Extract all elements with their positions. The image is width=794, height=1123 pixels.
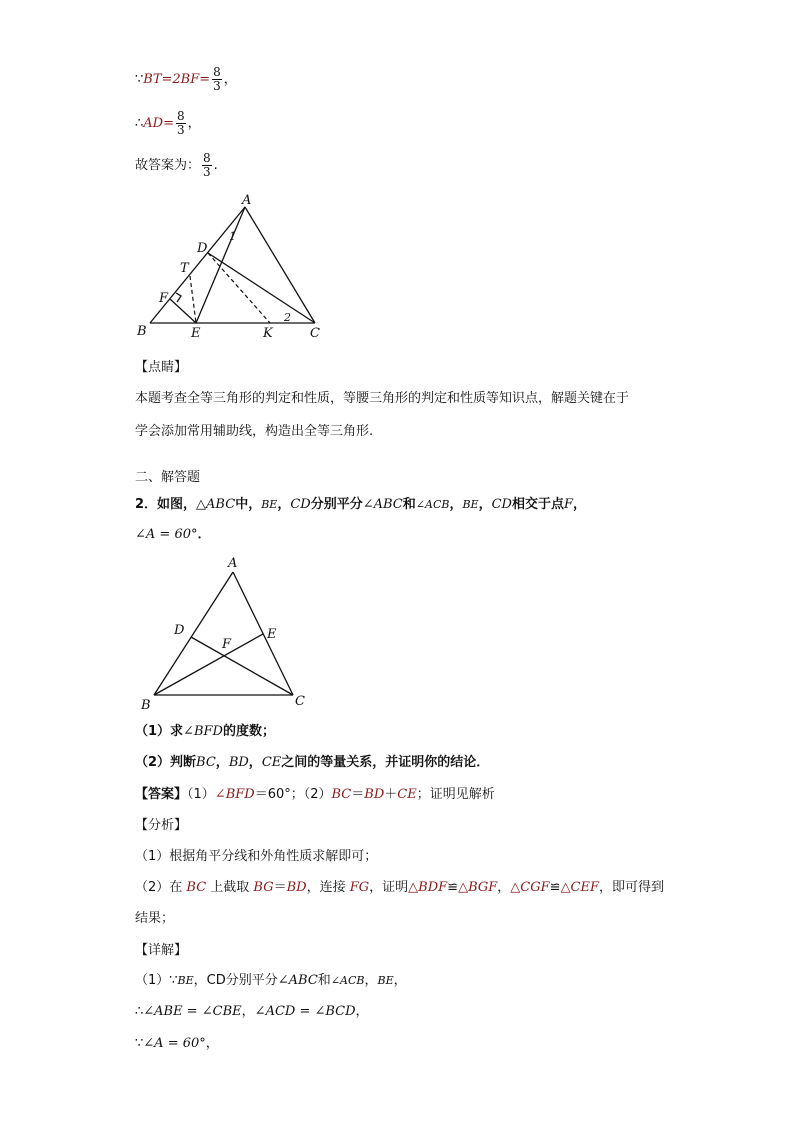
text: ＝60°；（2） [254, 787, 332, 802]
text: ， [248, 755, 262, 770]
segment-ea [196, 207, 245, 323]
dianjing-text-line-2: 学会添加常用辅助线，构造出全等三角形. [135, 424, 374, 439]
text: 之间的等量关系，并证明你的结论． [281, 755, 490, 770]
ad-expression: AD= [143, 116, 174, 131]
punctuation: ， [223, 72, 237, 87]
angle-bfd: ∠BFD [214, 787, 255, 802]
segment-bc: BC [196, 755, 216, 770]
angle-acb: ∠ACB [415, 498, 450, 511]
fraction [202, 152, 212, 179]
label-f: F [222, 637, 232, 652]
angle-abc: ∠ABC [277, 973, 318, 988]
segment-fe [170, 299, 196, 323]
analysis-tag: 【分析】 [135, 818, 188, 833]
text: ，证明 [369, 880, 409, 895]
right-angle-mark [176, 293, 181, 302]
question-2 [135, 754, 489, 772]
label-b: B [141, 698, 151, 712]
label-c: C [295, 694, 305, 709]
text: 相交于点 [511, 497, 564, 512]
detail-line-2 [135, 1003, 369, 1021]
congruent-symbol: ≌ [549, 880, 561, 895]
triangle-cef: △CEF [560, 880, 600, 895]
angle-label-1: 1 [229, 230, 236, 243]
therefore-symbol: ∴ [135, 116, 144, 131]
geometry-figure-1 [130, 192, 340, 342]
problem-2-statement-line-1 [135, 496, 586, 514]
text: ＋ [384, 787, 398, 802]
denominator: 3 [177, 123, 185, 137]
label-a: A [242, 193, 252, 208]
congruent-symbol: ≌ [447, 880, 459, 895]
label-k: K [263, 326, 273, 341]
angle-abc: ∠ABC [362, 497, 403, 512]
triangle-bgf: △BGF [458, 880, 498, 895]
answer-line [135, 786, 495, 804]
text: ， [478, 497, 492, 512]
segment-be: BE [377, 974, 394, 987]
segment-bd: BD [228, 755, 249, 770]
dianjing-heading: 【点睛】 [135, 360, 188, 375]
segment-bc: BC [331, 787, 352, 802]
text: （1） [187, 787, 215, 802]
segment-fg: FG [349, 880, 370, 895]
text: ， [205, 1036, 219, 1051]
because-symbol: ∵ [135, 1036, 144, 1051]
text: ＝ [273, 880, 287, 895]
point-f: F [564, 497, 574, 512]
detail-line-1 [135, 972, 407, 990]
analysis-line-1: （1）根据角平分线和外角性质求解即可； [135, 849, 378, 864]
equation-acd-bcd: ∠ACD = ∠BCD [254, 1004, 356, 1019]
section-title: 二、解答题 [135, 470, 201, 485]
angle-acb: ∠ACB [330, 974, 365, 987]
answer-label: 故答案为： [135, 158, 201, 173]
numerator: 8 [177, 109, 185, 123]
label-t: T [180, 261, 189, 276]
angle-a-given: ∠A = 60° [135, 527, 198, 542]
text: 和 [317, 973, 331, 988]
text: ；证明见解析 [416, 787, 495, 802]
text: ， [393, 973, 407, 988]
segment-cd: CD [491, 497, 512, 512]
text: ， [364, 973, 378, 988]
text: ，CD分别平分 [193, 973, 278, 988]
denominator: 3 [213, 79, 221, 93]
bt-expression: BT=2BF= [143, 72, 211, 87]
segment-ce: CE [261, 755, 282, 770]
geometry-figure-2 [136, 552, 316, 712]
dianjing-text-line-1: 本题考查全等三角形的判定和性质，等腰三角形的判定和性质等知识点，解题关键在于 [135, 391, 630, 406]
fraction [176, 110, 186, 137]
side-ab [154, 572, 233, 695]
label-f: F [159, 291, 169, 306]
segment-ce: CE [397, 787, 417, 802]
punctuation: ， [187, 116, 201, 131]
fraction [212, 66, 222, 93]
text: ， [355, 1004, 369, 1019]
denominator: 3 [203, 165, 211, 179]
segment-be: BE [261, 498, 278, 511]
text: ＝ [351, 787, 365, 802]
text: （1）求 [135, 724, 184, 739]
punctuation: . [213, 158, 218, 173]
label-a: A [228, 556, 238, 571]
label-e: E [191, 326, 201, 341]
analysis-line-2 [135, 879, 664, 897]
text: （1）∵ [135, 973, 178, 988]
angle-a-given: ∠A = 60° [143, 1036, 206, 1051]
text: ， [573, 497, 587, 512]
segment-be: BE [462, 498, 479, 511]
analysis-line-3: 结果； [135, 911, 175, 926]
segment-be [154, 634, 263, 695]
problem-2-statement-line-2 [135, 526, 211, 544]
segment-cd: CD [290, 497, 311, 512]
text: ，即可得到 [599, 880, 665, 895]
final-answer-line [135, 152, 218, 179]
segment-bc: BC [186, 880, 207, 895]
equation-abe-cbe: ∠ABE = ∠CBE [143, 1004, 242, 1019]
text: ． [197, 527, 211, 542]
segment-be: BE [177, 974, 194, 987]
detail-tag: 【详解】 [135, 943, 188, 958]
label-b: B [137, 324, 147, 339]
numerator: 8 [203, 151, 211, 165]
dashed-te [190, 276, 196, 323]
text: 分别平分 [310, 497, 363, 512]
text: ， [449, 497, 463, 512]
text: 上截取 [206, 880, 254, 895]
triangle-cgf: △CGF [510, 880, 550, 895]
text: 的度数； [222, 724, 275, 739]
label-d: D [197, 241, 208, 256]
label-e: E [267, 627, 277, 642]
segment-bd: BD [364, 787, 385, 802]
answer-tag: 【答案】 [135, 787, 188, 802]
triangle-bdf: △BDF [408, 880, 448, 895]
step-ad-equals [135, 110, 201, 137]
because-symbol: ∵ [135, 72, 144, 87]
text: 中， [235, 497, 262, 512]
numerator: 8 [213, 65, 221, 79]
text: （2）在 [135, 880, 187, 895]
text: 和 [402, 497, 416, 512]
step-bt-equals [135, 66, 237, 93]
text: ， [277, 497, 291, 512]
problem-number: 2．如图， [135, 497, 197, 512]
angle-bfd: ∠BFD [183, 724, 223, 739]
segment-bg: BG [253, 880, 274, 895]
triangle-abc: △ABC [196, 497, 236, 512]
question-1 [135, 723, 275, 741]
label-d: D [174, 623, 185, 638]
label-c: C [310, 326, 320, 341]
angle-label-2: 2 [284, 311, 291, 324]
text: ， [241, 1004, 255, 1019]
text: ， [497, 880, 511, 895]
text: ，连接 [306, 880, 350, 895]
side-ac [245, 207, 315, 323]
text: （2）判断 [135, 755, 197, 770]
segment-bd: BD [286, 880, 307, 895]
text: ， [215, 755, 229, 770]
therefore-symbol: ∴ [135, 1004, 144, 1019]
detail-line-3 [135, 1035, 219, 1053]
side-ac [233, 572, 293, 695]
